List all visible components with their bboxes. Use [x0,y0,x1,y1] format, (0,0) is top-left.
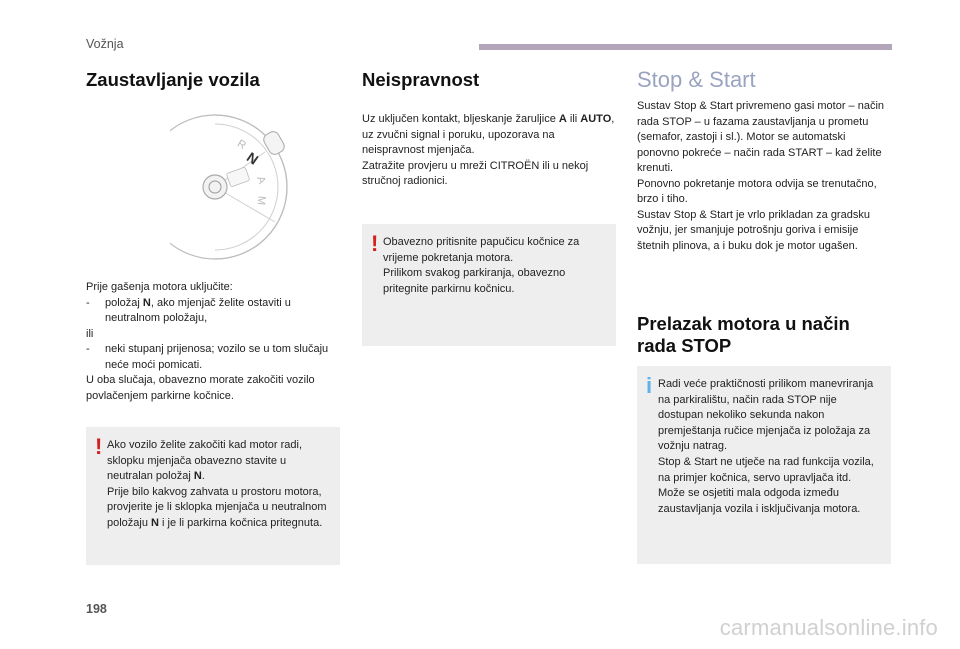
warning-note-stopping: ! Ako vozilo želite zakočiti kad motor radi, sklopku mjenjača obavezno stavite u neutralan položaj N. Prije bilo kakvog zahvata u prostoru motora, provjerite je li sklopka mjenjača u neutralnom položaju N i je li parkirna kočnica pritegnuta. [86,427,340,565]
stopping-outro: U oba slučaja, obavezno morate zakočiti vozilo povlačenjem parkirne kočnice. [86,374,315,402]
or-text: ili [86,327,94,340]
stopping-intro: Prije gašenja motora uključite: [86,281,233,293]
warning-note-malfunction: ! Obavezno pritisnite papučicu kočnice za vrijeme pokretanja motora. Prilikom svakog parkiranja, obavezno pritegnite parkirnu kočnicu. [362,224,616,346]
watermark: carmanualsonline.info [719,615,938,640]
malfunction-title: Neispravnost [362,69,480,90]
selector-r-label: R [235,137,248,153]
selector-a-label: A [254,174,268,186]
warning-icon: ! [371,231,379,256]
gear-selector-illustration [170,112,290,262]
stop-mode-subtitle: Prelazak motora u način rada STOP [637,313,850,356]
selector-m-label: M [254,195,268,206]
stop-start-text: Sustav Stop & Start privremeno gasi motor – način rada STOP – u fazama zaustavljanja u prometu (semafor, zastoji i sl.). Motor se automatski ponovno pokreće – način rada START – kad želite krenuti. Ponovno pokretanje motora odvija se trenutačno, brzo i tiho. Sustav Stop & Start je vrlo prikladan za gradsku vožnju, jer smanjuje potrošnju goriva i emisije štetnih plinova, a i buku dok je motor ugašen. [637,100,885,252]
info-icon: i [646,373,653,398]
stopping-text [86,280,340,404]
selector-n-label: N [243,148,262,168]
header-bar [479,44,892,50]
stopping-title: Zaustavljanje vozila [86,69,260,90]
malfunction-text: Uz uključen kontakt, bljeskanje žaruljice A ili AUTO, uz zvučni signal i poruku, upozorava na neispravnost mjenjača. Zatražite provjeru u mreži CITROËN ili u nekoj stručnoj radionici. [362,113,615,187]
stop-start-title: Stop & Start [637,67,756,92]
list-item: - položaj N, ako mjenjač želite ostaviti u neutralnom položaju, [86,296,291,324]
page-number: 198 [86,602,107,616]
section-label: Vožnja [86,37,124,51]
warning-icon: ! [95,434,103,459]
list-item: - neki stupanj prijenosa; vozilo se u tom slučaju neće moći pomicati. [86,343,329,371]
info-note-stop-start: i Radi veće praktičnosti prilikom manevriranja na parkiralištu, način rada STOP nije dostupan nekoliko sekunda nakon premještanja ručice mjenjača iz položaja za vožnju natrag. Stop & Start ne utječe na rad funkcija vozila, na primjer kočnica, servo upravljača itd. Može se osjetiti mala odgoda između zaustavljanja vozila i isključivanja motora. [637,366,891,564]
